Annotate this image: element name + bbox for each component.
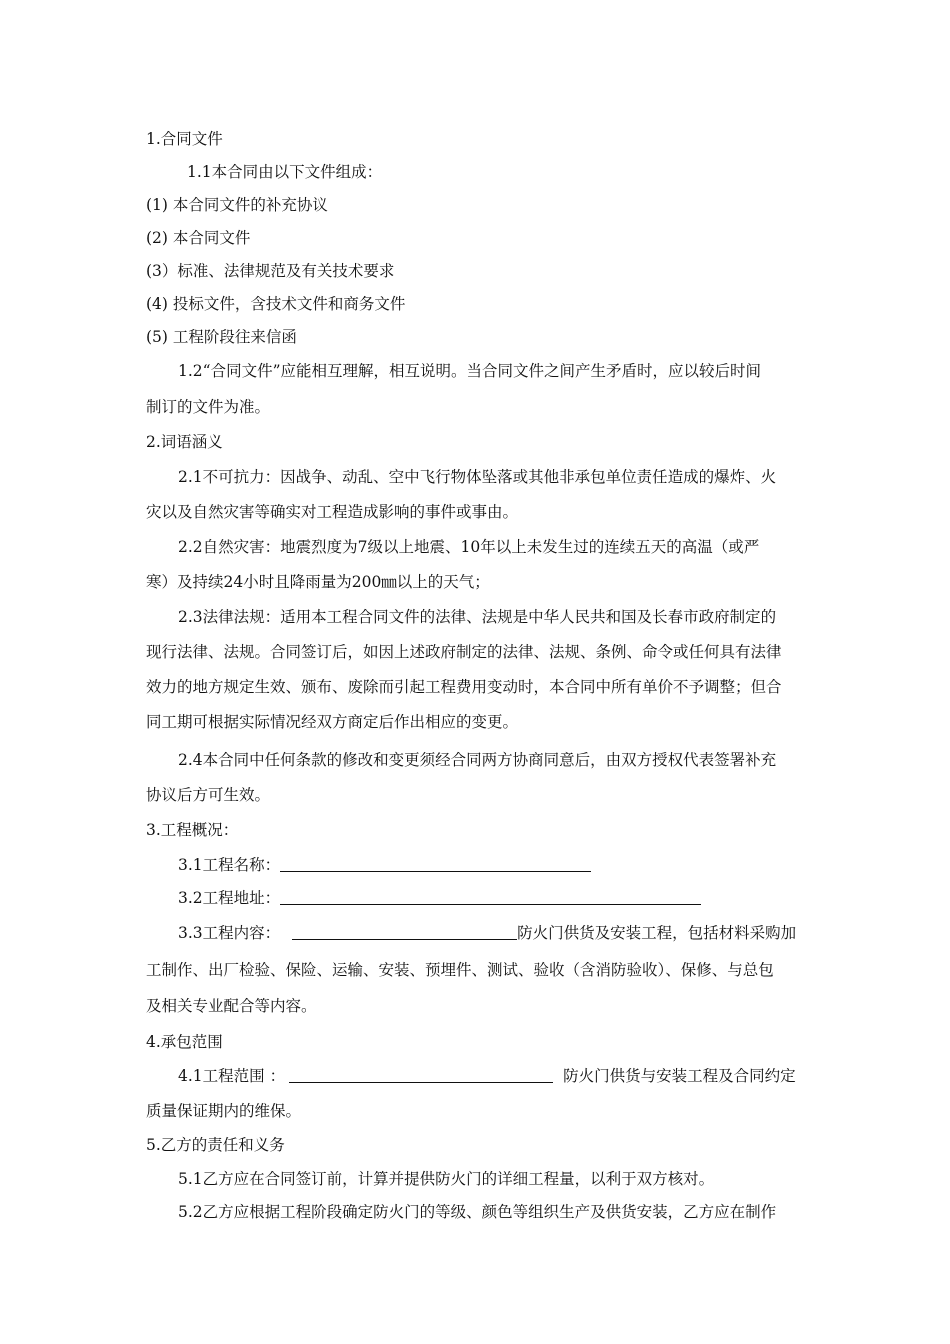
clause-4-1-text: 防火门供货与安装工程及合同约定 [563, 1067, 796, 1085]
clause-2-3-cont3: 同工期可根据实际情况经双方商定后作出相应的变更。 [146, 713, 519, 731]
clause-3-2-label: 3.2工程地址： [178, 889, 281, 907]
clause-5-1: 5.1乙方应在合同签订前，计算并提供防火门的详细工程量，以利于双方核对。 [178, 1170, 715, 1188]
clause-3-3 [178, 921, 796, 945]
section-2-heading: 2.词语涵义 [146, 433, 223, 451]
clause-3-3-cont1: 工制作、出厂检验、保险、运输、安装、预埋件、测试、验收（含消防验收）、保修、与总包 [146, 961, 774, 979]
clause-3-3-cont2: 及相关专业配合等内容。 [146, 997, 317, 1015]
project-name-blank [280, 855, 591, 872]
clause-2-1-cont: 灾以及自然灾害等确实对工程造成影响的事件或事由。 [146, 503, 519, 521]
clause-3-3-text: 防火门供货及安装工程，包括材料采购加 [517, 924, 797, 942]
clause-2-3-cont1: 现行法律、法规。合同签订后，如因上述政府制定的法律、法规、条例、命令或任何具有法律 [146, 643, 782, 661]
clause-5-2: 5.2乙方应根据工程阶段确定防火门的等级、颜色等组织生产及供货安装，乙方应在制作 [178, 1203, 777, 1221]
clause-1-1: 1.1本合同由以下文件组成： [187, 163, 383, 181]
clause-3-1 [178, 853, 591, 877]
clause-2-2: 2.2自然灾害：地震烈度为7级以上地震、10年以上未发生过的连续五天的高温（或严 [178, 538, 760, 556]
list-item-4: (4) 投标文件，含技术文件和商务文件 [146, 295, 406, 313]
section-5-heading: 5.乙方的责任和义务 [146, 1136, 285, 1154]
clause-2-3-cont2: 效力的地方规定生效、颁布、废除而引起工程费用变动时，本合同中所有单价不予调整；但合 [146, 678, 782, 696]
section-4-heading: 4.承包范围 [146, 1033, 223, 1051]
clause-4-1-cont: 质量保证期内的维保。 [146, 1102, 302, 1120]
scope-blank [289, 1066, 553, 1083]
section-1-heading: 1.合同文件 [146, 130, 223, 148]
clause-3-3-label: 3.3工程内容： [178, 924, 281, 942]
project-address-blank [280, 888, 701, 905]
project-content-blank [292, 923, 517, 940]
clause-3-2 [178, 886, 701, 910]
section-3-heading: 3.工程概况： [146, 821, 239, 839]
clause-3-1-label: 3.1工程名称： [178, 856, 281, 874]
clause-2-3: 2.3法律法规：适用本工程合同文件的法律、法规是中华人民共和国及长春市政府制定的 [178, 608, 777, 626]
list-item-1: (1) 本合同文件的补充协议 [146, 196, 328, 214]
clause-1-2: 1.2“合同文件”应能相互理解，相互说明。当合同文件之间产生矛盾时，应以较后时间 [178, 362, 762, 380]
clause-2-4-cont: 协议后方可生效。 [146, 786, 271, 804]
list-item-2: (2) 本合同文件 [146, 229, 251, 247]
list-item-5: (5) 工程阶段往来信函 [146, 328, 297, 346]
clause-1-2-cont: 制订的文件为准。 [146, 398, 271, 416]
clause-4-1-label: 4.1工程范围 ： [178, 1067, 286, 1085]
list-item-3: (3）标准、法律规范及有关技术要求 [146, 262, 395, 280]
clause-2-4: 2.4本合同中任何条款的修改和变更须经合同两方协商同意后，由双方授权代表签署补充 [178, 751, 777, 769]
clause-4-1 [178, 1064, 796, 1088]
clause-2-1: 2.1不可抗力：因战争、动乱、空中飞行物体坠落或其他非承包单位责任造成的爆炸、火 [178, 468, 777, 486]
clause-2-2-cont: 寒）及持续24小时且降雨量为200㎜以上的天气； [146, 573, 490, 591]
